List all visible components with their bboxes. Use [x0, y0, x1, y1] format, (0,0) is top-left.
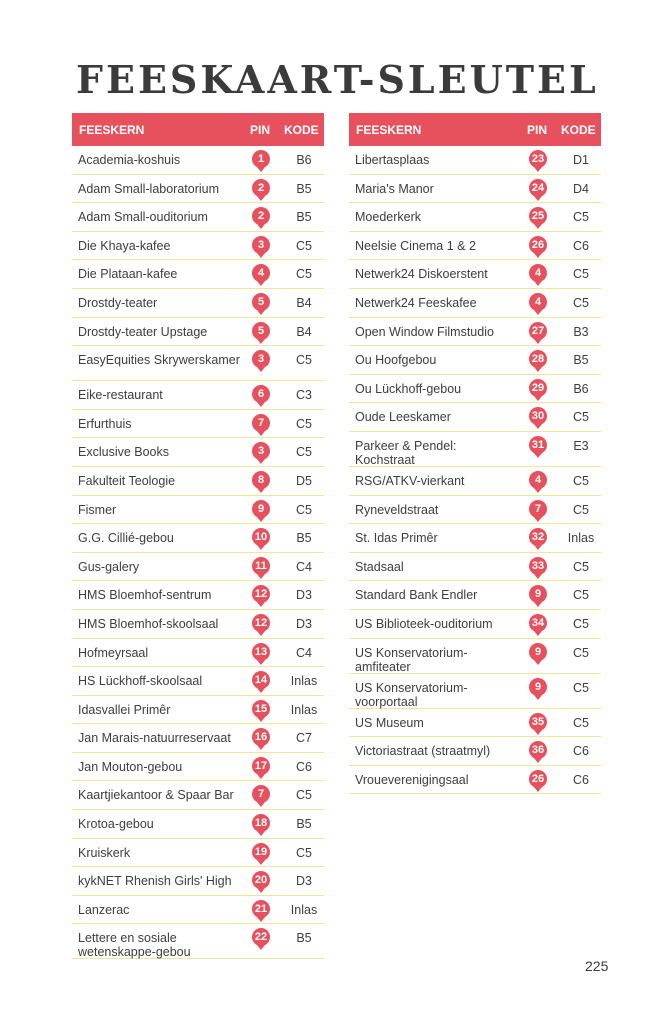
venue-name: HS Lückhoff-skoolsaal	[78, 674, 203, 689]
map-pin-icon: 23	[529, 150, 547, 168]
table-row	[72, 867, 324, 896]
map-pin-icon: 34	[529, 614, 547, 632]
table-row	[72, 146, 324, 175]
table-row	[349, 496, 601, 525]
map-pin-icon: 12	[252, 585, 270, 603]
map-pin-icon: 28	[529, 350, 547, 368]
venue-name: Eike-restaurant	[78, 388, 163, 403]
grid-code: B5	[296, 531, 312, 546]
venue-name: Ou Lückhoff-gebou	[355, 381, 462, 396]
grid-code: C5	[573, 410, 589, 425]
map-pin-icon: 4	[252, 264, 270, 282]
venue-name: Oude Leeskamer	[355, 410, 451, 425]
venue-name: Academia-koshuis	[78, 153, 181, 167]
grid-code: C4	[296, 559, 312, 574]
venue-name: Parkeer & Pendel: Kochstraat	[355, 438, 457, 467]
map-pin-icon: 35	[529, 713, 547, 731]
grid-code: C6	[573, 238, 589, 253]
venue-name: RSG/ATKV-vierkant	[355, 473, 465, 488]
venue-name: US Biblioteek-ouditorium	[355, 616, 493, 631]
table-row	[349, 766, 601, 795]
venue-name: Netwerk24 Diskoerstent	[355, 267, 488, 282]
page-number: 225	[585, 958, 609, 974]
map-pin-icon: 13	[252, 643, 270, 661]
map-pin-icon: 6	[252, 385, 270, 403]
table-row	[72, 381, 324, 410]
grid-code: B5	[296, 817, 312, 832]
venue-name: HMS Bloemhof-sentrum	[78, 588, 212, 603]
grid-code: D3	[296, 874, 312, 889]
grid-code: Inlas	[567, 531, 595, 546]
table-row	[72, 346, 324, 381]
table-row	[72, 610, 324, 639]
table-row	[349, 674, 601, 709]
venue-name: Fakulteit Teologie	[78, 473, 176, 488]
map-pin-icon: 9	[529, 643, 547, 661]
grid-code: E3	[573, 438, 589, 453]
grid-code: C5	[573, 473, 589, 488]
grid-code: B6	[573, 381, 589, 396]
venue-name: Drostdy-teater	[78, 295, 158, 310]
map-pin-icon: 3	[252, 350, 270, 368]
map-pin-icon: 17	[252, 757, 270, 775]
table-row	[349, 232, 601, 261]
grid-code: D3	[296, 588, 312, 603]
map-pin-icon: 24	[529, 179, 547, 197]
table-row	[72, 410, 324, 439]
table-row	[349, 203, 601, 232]
grid-code: B4	[296, 295, 312, 310]
table-row	[349, 318, 601, 347]
venue-name: Open Window Filmstudio	[355, 324, 494, 339]
table-row	[349, 524, 601, 553]
table-row	[349, 375, 601, 404]
grid-code: C6	[573, 772, 589, 787]
venue-name: Lettere en sosiale wetenskappe-gebou	[78, 931, 191, 960]
map-pin-icon: 10	[252, 528, 270, 546]
table-row	[349, 467, 601, 496]
venue-name: Adam Small-laboratorium	[78, 181, 220, 196]
header-kode: KODE	[561, 122, 596, 137]
table-row	[72, 896, 324, 925]
table-row	[349, 289, 601, 318]
table-row	[349, 403, 601, 432]
venue-name: EasyEquities Skrywerskamer	[78, 353, 240, 368]
header-pin: PIN	[250, 122, 271, 137]
map-pin-icon: 26	[529, 770, 547, 788]
table-row	[72, 232, 324, 261]
table-row	[72, 203, 324, 232]
table-row	[72, 289, 324, 318]
map-pin-icon: 1	[252, 150, 270, 168]
grid-code: C7	[296, 731, 312, 746]
grid-code: Inlas	[290, 902, 318, 917]
table-row	[72, 175, 324, 204]
venue-name: US Konservatorium-amfiteater	[355, 645, 468, 674]
grid-code: B4	[296, 324, 312, 339]
grid-code: C5	[296, 445, 312, 460]
grid-code: C5	[296, 502, 312, 517]
table-row	[349, 639, 601, 674]
venue-name: Ryneveldstraat	[355, 502, 439, 517]
map-pin-icon: 14	[252, 671, 270, 689]
map-pin-icon: 31	[529, 436, 547, 454]
table-row	[72, 753, 324, 782]
venue-name: Drostdy-teater Upstage	[78, 324, 208, 339]
map-pin-icon: 27	[529, 322, 547, 340]
grid-code: C5	[573, 616, 589, 631]
key-table-right	[349, 113, 601, 794]
header-feeskern: FEESKERN	[356, 122, 422, 137]
venue-name: Vroueverenigingsaal	[355, 772, 469, 787]
grid-code: C5	[296, 845, 312, 860]
table-row	[349, 146, 601, 175]
map-pin-icon: 4	[529, 293, 547, 311]
grid-code: C5	[573, 267, 589, 282]
map-pin-icon: 18	[252, 814, 270, 832]
venue-name: Standard Bank Endler	[355, 588, 478, 603]
map-pin-icon: 21	[252, 900, 270, 918]
map-pin-icon: 7	[252, 414, 270, 432]
grid-code: D5	[296, 473, 312, 488]
venue-name: Hofmeyrsaal	[78, 645, 149, 660]
header-kode: KODE	[284, 122, 319, 137]
venue-name: Fismer	[78, 502, 117, 517]
grid-code: D1	[573, 153, 589, 167]
grid-code: D4	[573, 181, 589, 196]
table-row	[349, 610, 601, 639]
table-row	[72, 667, 324, 696]
map-pin-icon: 29	[529, 379, 547, 397]
header-feeskern: FEESKERN	[79, 122, 145, 137]
map-pin-icon: 19	[252, 843, 270, 861]
grid-code: C5	[573, 680, 589, 695]
header-pin: PIN	[527, 122, 548, 137]
table-row	[72, 781, 324, 810]
map-pin-icon: 8	[252, 471, 270, 489]
table-row	[349, 553, 601, 582]
table-row	[72, 553, 324, 582]
grid-code: B5	[573, 353, 589, 368]
venue-name: Die Plataan-kafee	[78, 267, 178, 282]
map-pin-icon: 16	[252, 728, 270, 746]
table-row	[72, 724, 324, 753]
venue-name: Victoriastraat (straatmyl)	[355, 744, 491, 759]
map-pin-icon: 33	[529, 557, 547, 575]
map-pin-icon: 22	[252, 928, 270, 946]
grid-code: C5	[296, 238, 312, 253]
grid-code: Inlas	[290, 674, 318, 689]
table-row	[72, 496, 324, 525]
page-title: FEESKAART-SLEUTEL	[76, 57, 599, 102]
map-pin-icon: 7	[529, 500, 547, 518]
venue-name: kykNET Rhenish Girls' High	[78, 874, 232, 889]
grid-code: C3	[296, 388, 312, 403]
venue-name: Gus-galery	[78, 559, 140, 574]
venue-name: Krotoa-gebou	[78, 817, 154, 832]
table-row	[72, 810, 324, 839]
key-table-left	[72, 113, 324, 959]
map-pin-icon: 7	[252, 785, 270, 803]
map-pin-icon: 4	[529, 264, 547, 282]
venue-name: St. Idas Primêr	[355, 531, 438, 546]
venue-name: Lanzerac	[78, 902, 130, 917]
grid-code: B3	[573, 324, 589, 339]
table-row	[349, 737, 601, 766]
venue-name: Kruiskerk	[78, 845, 131, 860]
table-header	[349, 113, 601, 146]
venue-name: Netwerk24 Feeskafee	[355, 295, 477, 310]
venue-name: Ou Hoofgebou	[355, 353, 437, 368]
venue-name: Erfurthuis	[78, 416, 132, 431]
grid-code: C5	[573, 502, 589, 517]
grid-code: C5	[573, 645, 589, 660]
map-pin-icon: 32	[529, 528, 547, 546]
grid-code: C6	[296, 759, 312, 774]
map-pin-icon: 4	[529, 471, 547, 489]
table-body-left	[72, 146, 324, 959]
table-row	[349, 581, 601, 610]
venue-name: Die Khaya-kafee	[78, 238, 171, 253]
venue-name: Idasvallei Primêr	[78, 702, 171, 717]
venue-name: US Konservatorium-voorportaal	[355, 680, 468, 709]
venue-name: Exclusive Books	[78, 445, 170, 460]
grid-code: C4	[296, 645, 312, 660]
grid-code: C5	[296, 267, 312, 282]
table-row	[349, 260, 601, 289]
venue-name: Kaartjiekantoor & Spaar Bar	[78, 788, 234, 803]
grid-code: C5	[296, 788, 312, 803]
table-row	[349, 346, 601, 375]
grid-code: C5	[573, 295, 589, 310]
grid-code: C5	[573, 559, 589, 574]
map-pin-icon: 15	[252, 700, 270, 718]
venue-name: Neelsie Cinema 1 & 2	[355, 238, 476, 253]
table-row	[72, 581, 324, 610]
grid-code: C6	[573, 744, 589, 759]
map-pin-icon: 9	[252, 500, 270, 518]
map-pin-icon: 25	[529, 207, 547, 225]
table-row	[72, 318, 324, 347]
venue-name: Jan Marais-natuurreservaat	[78, 731, 231, 746]
map-pin-icon: 36	[529, 741, 547, 759]
grid-code: C5	[296, 353, 312, 368]
venue-name: US Museum	[355, 715, 424, 730]
table-row	[72, 524, 324, 553]
table-row	[72, 467, 324, 496]
table-body-right	[349, 146, 601, 794]
map-pin-icon: 3	[252, 442, 270, 460]
table-row	[72, 696, 324, 725]
venue-name: Stadsaal	[355, 559, 404, 574]
venue-name: Maria's Manor	[355, 181, 434, 196]
map-pin-icon: 3	[252, 236, 270, 254]
map-pin-icon: 12	[252, 614, 270, 632]
table-row	[349, 432, 601, 467]
map-pin-icon: 30	[529, 407, 547, 425]
map-pin-icon: 2	[252, 179, 270, 197]
venue-name: HMS Bloemhof-skoolsaal	[78, 616, 219, 631]
grid-code: C5	[296, 416, 312, 431]
map-pin-icon: 2	[252, 207, 270, 225]
table-row	[72, 924, 324, 959]
table-row	[72, 260, 324, 289]
grid-code: B6	[296, 153, 312, 167]
grid-code: D3	[296, 616, 312, 631]
map-pin-icon: 11	[252, 557, 270, 575]
grid-code: C5	[573, 588, 589, 603]
grid-code: C5	[573, 210, 589, 225]
venue-name: Moederkerk	[355, 210, 421, 225]
table-row	[72, 438, 324, 467]
map-pin-icon: 9	[529, 678, 547, 696]
venue-name: Adam Small-ouditorium	[78, 210, 208, 225]
venue-name: G.G. Cillié-gebou	[78, 531, 174, 546]
grid-code: Inlas	[290, 702, 318, 717]
table-row	[349, 709, 601, 738]
map-pin-icon: 5	[252, 322, 270, 340]
map-pin-icon: 20	[252, 871, 270, 889]
map-pin-icon: 9	[529, 585, 547, 603]
table-row	[72, 639, 324, 668]
grid-code: C5	[573, 715, 589, 730]
table-header	[72, 113, 324, 146]
venue-name: Libertasplaas	[355, 153, 430, 167]
grid-code: B5	[296, 181, 312, 196]
venue-name: Jan Mouton-gebou	[78, 759, 183, 774]
map-pin-icon: 5	[252, 293, 270, 311]
table-row	[349, 175, 601, 204]
map-pin-icon: 26	[529, 236, 547, 254]
grid-code: B5	[296, 210, 312, 225]
grid-code: B5	[296, 931, 312, 946]
table-row	[72, 839, 324, 868]
